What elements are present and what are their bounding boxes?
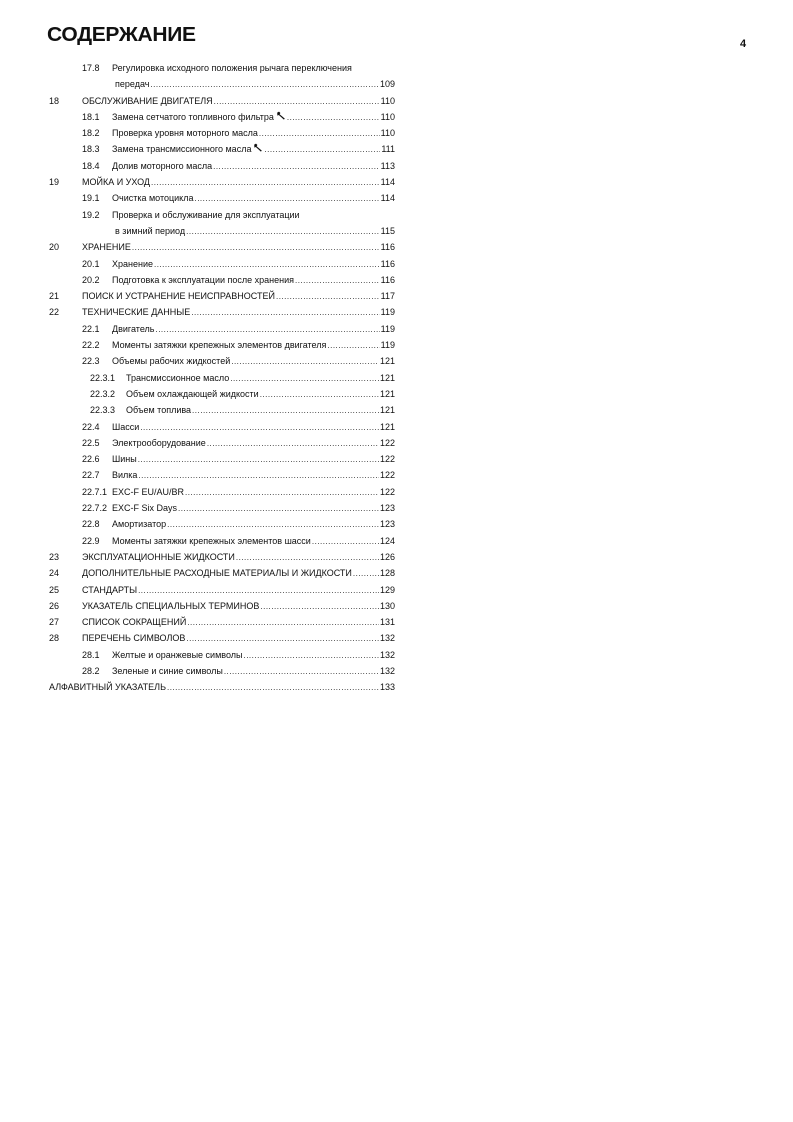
toc-number: 22.3.2: [90, 388, 116, 399]
toc-page: 121: [379, 388, 395, 399]
toc-number: 22.9: [82, 535, 100, 546]
toc-number: 27: [49, 617, 60, 628]
toc-number: 18.3: [82, 144, 100, 155]
toc-title: ЭКСПЛУАТАЦИОННЫЕ ЖИДКОСТИ: [82, 551, 235, 562]
toc-title: Долив моторного масла: [112, 160, 213, 171]
page-title: СОДЕРЖАНИЕ: [47, 24, 196, 46]
toc-leader: [178, 500, 379, 517]
toc-row[interactable]: [49, 419, 395, 435]
toc-leader: [138, 451, 379, 468]
toc-page: 124: [379, 535, 395, 546]
toc-number: 22.3.3: [90, 405, 116, 416]
toc-leader: [236, 549, 379, 566]
toc-page: 132: [379, 665, 395, 676]
toc-row[interactable]: [49, 223, 395, 239]
toc-page: 110: [380, 111, 395, 122]
toc-row[interactable]: [49, 174, 395, 190]
toc-leader: [192, 402, 379, 419]
toc-leader: [150, 76, 379, 93]
toc-title: Зеленые и синие символы: [112, 665, 223, 676]
toc-row[interactable]: [49, 272, 395, 288]
toc-page: 111: [381, 144, 395, 155]
toc-page: 121: [379, 356, 395, 367]
toc-leader: [243, 647, 378, 664]
toc-title: ПОИСК И УСТРАНЕНИЕ НЕИСПРАВНОСТЕЙ: [82, 291, 275, 302]
toc-title: Вилка: [112, 470, 138, 481]
toc-leader: [207, 435, 379, 452]
toc-number: 28: [49, 633, 60, 644]
wrench-icon: [253, 141, 263, 150]
toc-number: 28.2: [82, 665, 100, 676]
toc-number: 21: [49, 291, 60, 302]
toc-leader: [224, 663, 379, 680]
toc-title: Шины: [112, 454, 137, 465]
toc-leader: [260, 598, 379, 615]
toc-row[interactable]: [49, 370, 395, 386]
toc-title: АЛФАВИТНЫЙ УКАЗАТЕЛЬ: [49, 682, 166, 693]
toc-number: 19.1: [82, 193, 100, 204]
toc-page: 116: [380, 274, 395, 285]
toc-number: 22.1: [82, 323, 100, 334]
toc-leader: [132, 239, 380, 256]
toc-number: 22.6: [82, 454, 100, 465]
toc-leader: [213, 158, 380, 175]
toc-title: Трансмиссионное масло: [126, 372, 230, 383]
toc-title: СПИСОК СОКРАЩЕНИЙ: [82, 617, 187, 628]
toc-page: 119: [380, 340, 395, 351]
toc-row[interactable]: [49, 614, 395, 630]
toc-row[interactable]: [49, 158, 395, 174]
toc-leader: [276, 288, 380, 305]
table-of-contents: [49, 60, 395, 696]
toc-leader: [138, 582, 379, 599]
toc-row[interactable]: [49, 190, 395, 206]
toc-page: 130: [379, 600, 395, 611]
toc-page: 122: [379, 470, 395, 481]
toc-row[interactable]: [49, 484, 395, 500]
toc-number: 22.4: [82, 421, 100, 432]
toc-page: 121: [379, 372, 395, 383]
toc-leader: [214, 93, 380, 110]
toc-title: Проверка и обслуживание для эксплуатации: [112, 209, 300, 220]
toc-row[interactable]: [49, 304, 395, 320]
toc-row[interactable]: [49, 109, 395, 125]
toc-title: Хранение: [112, 258, 153, 269]
toc-leader: [230, 370, 379, 387]
toc-page: 131: [379, 617, 395, 628]
toc-title: Очистка мотоцикла: [112, 193, 194, 204]
page-number: 4: [740, 38, 747, 50]
toc-number: 22.8: [82, 519, 100, 530]
toc-title: Моменты затяжки крепежных элементов двигателя: [112, 340, 327, 351]
toc-number: 20.1: [82, 258, 100, 269]
toc-row[interactable]: [49, 207, 395, 223]
toc-leader: [186, 223, 380, 240]
toc-page: 123: [379, 519, 395, 530]
toc-number: 18.4: [82, 160, 100, 171]
toc-number: 17.8: [82, 63, 100, 73]
toc-page: 123: [379, 503, 395, 514]
toc-row[interactable]: [49, 321, 395, 337]
toc-number: 22.3.1: [90, 372, 116, 383]
toc-number: 22.7: [82, 470, 100, 481]
toc-title: Замена сетчатого топливного фильтра: [112, 111, 274, 122]
toc-row[interactable]: [49, 402, 395, 418]
toc-leader: [167, 516, 379, 533]
toc-row[interactable]: [49, 125, 395, 141]
toc-row[interactable]: [49, 353, 395, 369]
toc-row[interactable]: [49, 435, 395, 451]
toc-title: Двигатель: [112, 323, 155, 334]
toc-leader: [353, 565, 379, 582]
toc-title: Моменты затяжки крепежных элементов шасси: [112, 535, 311, 546]
toc-page: 110: [380, 95, 395, 106]
toc-leader: [260, 386, 379, 403]
toc-row[interactable]: [49, 451, 395, 467]
toc-row[interactable]: [49, 141, 395, 157]
toc-page: 119: [380, 307, 395, 318]
toc-leader: [312, 533, 379, 550]
toc-row[interactable]: [49, 500, 395, 516]
toc-page: 113: [380, 160, 395, 171]
toc-number: 22.7.2: [82, 503, 108, 514]
toc-number: 20: [49, 242, 60, 253]
toc-title: Проверка уровня моторного масла: [112, 128, 258, 139]
toc-row[interactable]: [49, 288, 395, 304]
toc-number: 22.2: [82, 340, 100, 351]
toc-row[interactable]: [49, 76, 395, 92]
toc-title: ПЕРЕЧЕНЬ СИМВОЛОВ: [82, 633, 186, 644]
toc-number: 18: [49, 95, 60, 106]
toc-leader: [187, 614, 379, 631]
toc-page: 117: [380, 291, 395, 302]
toc-page: 114: [380, 177, 395, 188]
toc-page: 132: [379, 649, 395, 660]
toc-row[interactable]: [49, 93, 395, 109]
toc-leader: [194, 190, 379, 207]
toc-title: Объемы рабочих жидкостей: [112, 356, 231, 367]
toc-leader: [155, 321, 379, 338]
toc-leader: [295, 272, 380, 289]
toc-title: передач: [115, 79, 150, 90]
toc-leader: [140, 419, 379, 436]
toc-title: Объем топлива: [126, 405, 192, 416]
toc-title: EXC-F EU/AU/BR: [112, 486, 185, 497]
toc-leader: [327, 337, 379, 354]
toc-number: 19.2: [82, 209, 100, 220]
toc-row[interactable]: [49, 582, 395, 598]
toc-row[interactable]: [49, 565, 395, 581]
toc-title: Регулировка исходного положения рычага переключения: [112, 63, 352, 73]
toc-title: ХРАНЕНИЕ: [82, 242, 131, 253]
toc-page: 119: [380, 323, 395, 334]
toc-number: 26: [49, 600, 60, 611]
toc-title: Подготовка к эксплуатации после хранения: [112, 274, 294, 285]
toc-title: Объем охлаждающей жидкости: [126, 388, 259, 399]
toc-leader: [154, 256, 380, 273]
toc-row[interactable]: [49, 679, 395, 695]
toc-leader: [138, 467, 379, 484]
toc-title: МОЙКА И УХОД: [82, 177, 151, 188]
toc-title: в зимний период: [115, 225, 186, 236]
toc-page: 116: [380, 242, 395, 253]
toc-number: 25: [49, 584, 60, 595]
toc-title: Амортизатор: [112, 519, 167, 530]
toc-number: 18.1: [82, 111, 100, 122]
toc-title: УКАЗАТЕЛЬ СПЕЦИАЛЬНЫХ ТЕРМИНОВ: [82, 600, 260, 611]
toc-leader: [185, 484, 379, 501]
toc-page: 121: [379, 421, 395, 432]
toc-page: 121: [379, 405, 395, 416]
toc-page: 128: [379, 568, 395, 579]
toc-row[interactable]: [49, 337, 395, 353]
toc-row[interactable]: [49, 60, 395, 76]
toc-row[interactable]: [49, 630, 395, 646]
toc-page: 109: [379, 79, 395, 90]
wrench-icon: [276, 109, 286, 118]
toc-title: Желтые и оранжевые символы: [112, 649, 243, 660]
toc-title: ТЕХНИЧЕСКИЕ ДАННЫЕ: [82, 307, 191, 318]
toc-title: ОБСЛУЖИВАНИЕ ДВИГАТЕЛЯ: [82, 95, 213, 106]
toc-number: 28.1: [82, 649, 100, 660]
toc-row[interactable]: [49, 598, 395, 614]
toc-leader: [191, 304, 379, 321]
toc-number: 22.7.1: [82, 486, 108, 497]
toc-number: 18.2: [82, 128, 100, 139]
toc-row[interactable]: [49, 533, 395, 549]
toc-page: 122: [379, 454, 395, 465]
toc-leader: [231, 353, 379, 370]
toc-row[interactable]: [49, 516, 395, 532]
toc-page: 126: [379, 551, 395, 562]
toc-row[interactable]: [49, 663, 395, 679]
toc-number: 23: [49, 551, 60, 562]
toc-page: 115: [380, 225, 395, 236]
toc-number: 20.2: [82, 274, 100, 285]
toc-leader: [264, 141, 380, 158]
toc-row[interactable]: [49, 239, 395, 255]
toc-page: 116: [380, 258, 395, 269]
toc-row[interactable]: [49, 549, 395, 565]
toc-page: 132: [379, 633, 395, 644]
toc-row[interactable]: [49, 467, 395, 483]
toc-page: 122: [379, 437, 395, 448]
toc-title: Электрооборудование: [112, 437, 206, 448]
toc-leader: [287, 109, 380, 126]
toc-number: 22.3: [82, 356, 100, 367]
toc-title: ДОПОЛНИТЕЛЬНЫЕ РАСХОДНЫЕ МАТЕРИАЛЫ И ЖИДКОСТИ: [82, 568, 352, 579]
toc-leader: [186, 630, 379, 647]
toc-row[interactable]: [49, 386, 395, 402]
toc-leader: [259, 125, 380, 142]
toc-page: 129: [379, 584, 395, 595]
toc-number: 19: [49, 177, 60, 188]
toc-title: EXC-F Six Days: [112, 503, 178, 514]
toc-page: 133: [379, 682, 395, 693]
toc-page: 114: [380, 193, 395, 204]
toc-row[interactable]: [49, 256, 395, 272]
toc-page: 110: [380, 128, 395, 139]
toc-leader: [151, 174, 380, 191]
toc-page: 122: [379, 486, 395, 497]
toc-title: Шасси: [112, 421, 140, 432]
toc-title: СТАНДАРТЫ: [82, 584, 138, 595]
toc-row[interactable]: [49, 647, 395, 663]
toc-number: 24: [49, 568, 60, 579]
toc-number: 22.5: [82, 437, 100, 448]
toc-leader: [167, 679, 379, 696]
toc-number: 22: [49, 307, 60, 318]
toc-title: Замена трансмиссионного масла: [112, 144, 252, 155]
